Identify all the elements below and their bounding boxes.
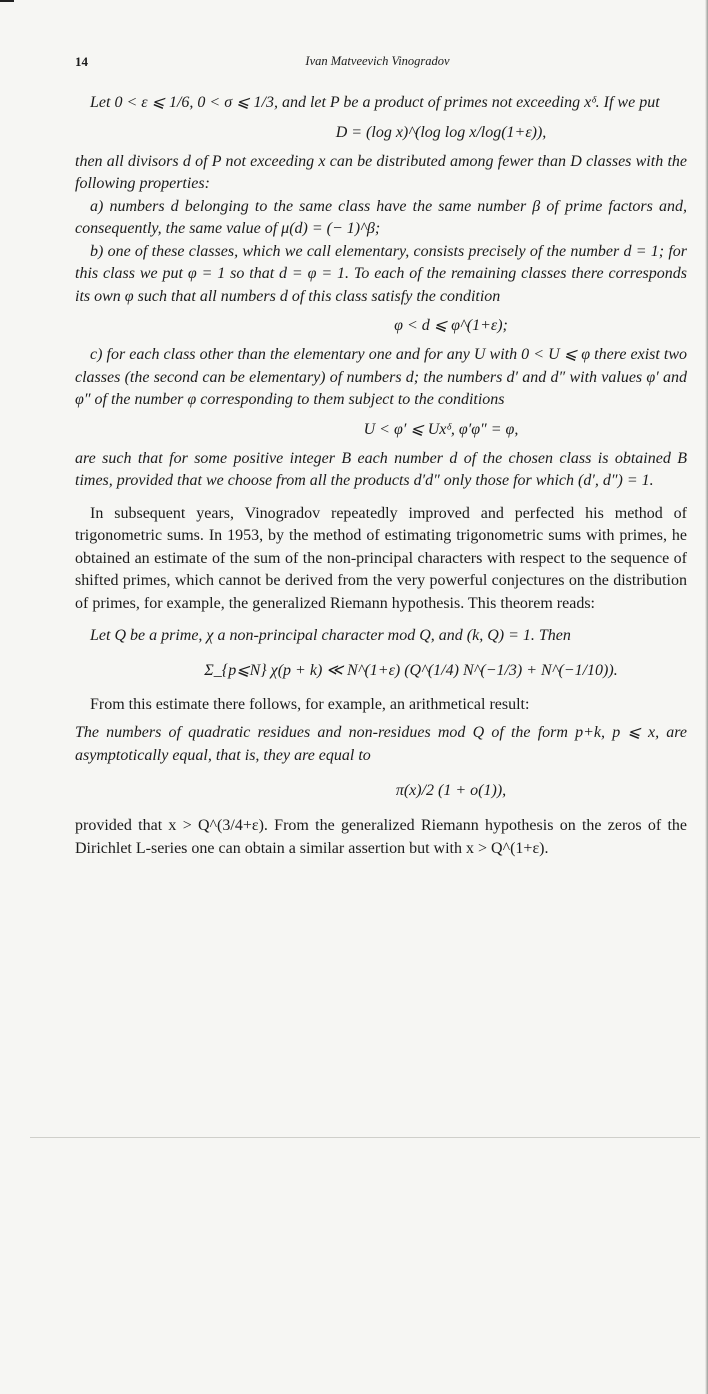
statement-quadratic-residues: The numbers of quadratic residues and non-residues mod Q of the form p+k, p ⩽ x, are asymptotically equal, that is, they are equal to [75, 724, 687, 764]
property-b: b) one of these classes, which we call elementary, consists precisely of the number d = 1; for this class we put φ = 1 so that d = φ = 1. To each of the remaining classes there corresponds its own φ such that all numbers d of this class satisfy the condition [75, 242, 687, 305]
page-header [75, 54, 680, 74]
paragraph-subsequent-years: In subsequent years, Vinogradov repeatedly improved and perfected his method of trigonometric sums. In 1953, by the method of estimating trigonometric sums with primes, he obtained an estimate of the sum of the non-principal characters with respect to the sequence of shifted primes, which cannot be derived from the very powerful conjectures on the distribution of primes, for example, the generalized Riemann hypothesis. This theorem reads: [75, 504, 687, 612]
theorem-character-sum: Let Q be a prime, χ a non-principal character mod Q, and (k, Q) = 1. Then [90, 627, 571, 644]
property-c-end: are such that for some positive integer B each number d of the chosen class is obtained B times, provided that we choose from all the products d′d″ only those for which (d′, d″) = 1. [75, 449, 687, 489]
formula-D: D = (log x)^(log log x/log(1+ε)), [335, 123, 547, 141]
formula-U-condition: U < φ′ ⩽ Uxᵟ, φ′φ″ = φ, [363, 420, 519, 438]
property-c: c) for each class other than the elementary one and for any U with 0 < U ⩽ φ there exist two classes (the second can be elementary) of numbers d; the numbers d′ and d″ with values φ′ and φ″ of the number φ corresponding to them subject to the conditions [75, 346, 687, 408]
page-body [75, 92, 687, 860]
theorem-intro: Let 0 < ε ⩽ 1/6, 0 < σ ⩽ 1/3, and let P be a product of primes not exceeding xᵟ. If we put [90, 94, 660, 111]
formula-pi: π(x)/2 (1 + o(1)), [395, 782, 507, 799]
page-number: 14 [75, 54, 88, 69]
running-head: Ivan Matveevich Vinogradov [305, 54, 450, 68]
formula-character-sum: Σ_{p⩽N} χ(p + k) ≪ N^(1+ε) (Q^(1/4) N^(−1/3) + N^(−1/10)). [204, 661, 618, 679]
provided-text: provided that x > Q^(3/4+ε). From the generalized Riemann hypothesis on the zeros of the Dirichlet L-series one can obtain a similar assertion but with x > Q^(1+ε). [75, 817, 687, 857]
paragraph-estimate: From this estimate there follows, for example, an arithmetical result: [90, 695, 530, 713]
property-a: a) numbers d belonging to the same class have the same number β of prime factors and, consequently, the same value of μ(d) = (− 1)^β; [75, 197, 687, 237]
divisors-statement: then all divisors d of P not exceeding x can be distributed among fewer than D classes with the following properties: [75, 152, 687, 192]
scan-corner-mark [0, 0, 14, 2]
bottom-rule [30, 1137, 700, 1138]
formula-phi-condition: φ < d ⩽ φ^(1+ε); [394, 317, 508, 334]
